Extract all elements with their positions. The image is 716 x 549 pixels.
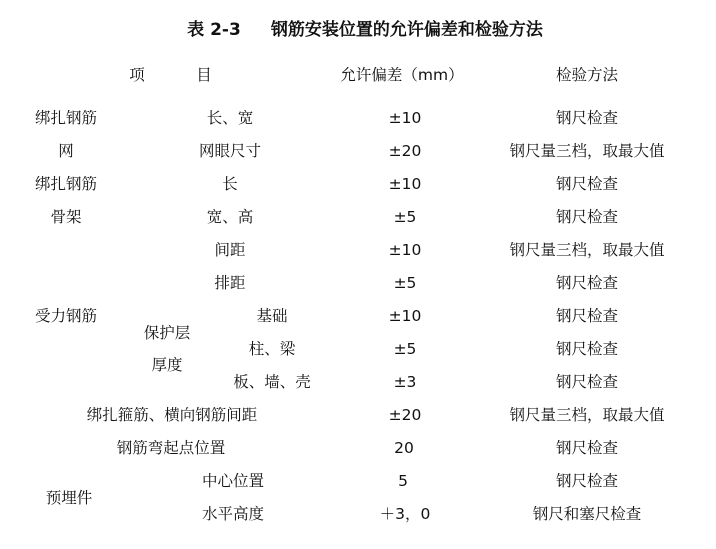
- item-label: 排距: [214, 274, 246, 292]
- tolerance-value: ±20: [388, 406, 422, 424]
- method-text: 钢尺检查: [555, 472, 619, 490]
- tolerance-value: ±5: [393, 274, 417, 292]
- subgroup-label: 保护层: [143, 324, 191, 342]
- item-label: 柱、梁: [248, 340, 296, 358]
- item-label: 网眼尺寸: [198, 142, 262, 160]
- method-text: 钢尺量三档，取最大值: [509, 406, 665, 424]
- method-text: 钢尺检查: [555, 439, 619, 457]
- group-label: 网: [58, 142, 74, 160]
- header-tolerance: 允许偏差（mm）: [340, 66, 464, 84]
- method-text: 钢尺检查: [555, 274, 619, 292]
- item-label: 长、宽: [206, 109, 254, 127]
- method-text: 钢尺量三档，取最大值: [509, 241, 665, 259]
- header-method: 检验方法: [555, 66, 619, 84]
- table-caption: 钢筋安装位置的允许偏差和检验方法: [270, 20, 543, 40]
- item-label: 长: [222, 175, 238, 193]
- method-text: 钢尺和塞尺检查: [532, 505, 642, 523]
- item-label: 中心位置: [201, 472, 265, 490]
- method-text: 钢尺检查: [555, 109, 619, 127]
- group-label: 绑扎钢筋: [34, 175, 98, 193]
- tolerance-value: 5: [398, 472, 408, 490]
- header-item-b: 目: [196, 66, 212, 84]
- tolerance-value: ±10: [388, 241, 422, 259]
- table-number: 表 2-3: [187, 20, 241, 40]
- item-label: 板、墙、壳: [233, 373, 311, 391]
- group-label: 预埋件: [45, 489, 93, 507]
- item-label: 绑扎箍筋、横向钢筋间距: [86, 406, 258, 424]
- item-label: 钢筋弯起点位置: [116, 439, 226, 457]
- subgroup-label: 厚度: [151, 356, 183, 374]
- item-label: 间距: [214, 241, 246, 259]
- tolerance-value: ±10: [388, 307, 422, 325]
- table-title: [187, 18, 543, 42]
- tolerance-value: ±20: [388, 142, 422, 160]
- tolerance-value: ±3: [393, 373, 417, 391]
- tolerance-value: 20: [394, 439, 414, 457]
- method-text: 钢尺检查: [555, 340, 619, 358]
- method-text: 钢尺检查: [555, 373, 619, 391]
- group-label: 骨架: [50, 208, 82, 226]
- tolerance-value: ＋3，0: [379, 505, 431, 523]
- method-text: 钢尺检查: [555, 175, 619, 193]
- group-label: 受力钢筋: [34, 307, 98, 325]
- item-label: 水平高度: [201, 505, 265, 523]
- tolerance-value: ±10: [388, 175, 422, 193]
- method-text: 钢尺检查: [555, 208, 619, 226]
- tolerance-value: ±5: [393, 340, 417, 358]
- tolerance-value: ±10: [388, 109, 422, 127]
- item-label: 宽、高: [206, 208, 254, 226]
- method-text: 钢尺量三档，取最大值: [509, 142, 665, 160]
- header-item-a: 项: [129, 66, 145, 84]
- tolerance-value: ±5: [393, 208, 417, 226]
- method-text: 钢尺检查: [555, 307, 619, 325]
- group-label: 绑扎钢筋: [34, 109, 98, 127]
- item-label: 基础: [256, 307, 288, 325]
